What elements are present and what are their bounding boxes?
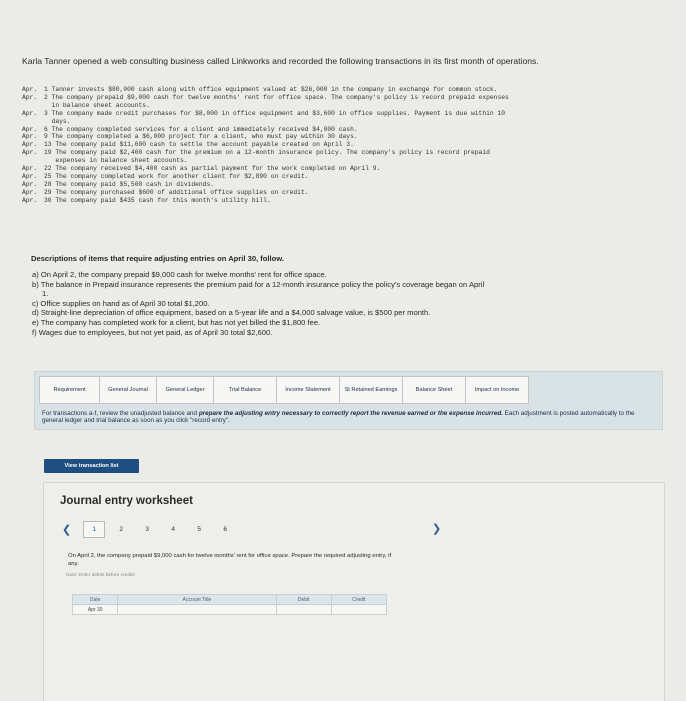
page-button-5[interactable]: 5 (197, 526, 202, 533)
tab-impact-on-income[interactable]: Impact on Income (465, 376, 529, 404)
tab-retained-earnings[interactable]: St Retained Earnings (339, 376, 403, 404)
table-row (73, 605, 387, 615)
worksheet-title: Journal entry worksheet (60, 495, 193, 507)
chevron-right-icon[interactable]: ❯ (432, 523, 442, 535)
note-label: Note: (66, 573, 78, 578)
transaction-date: Apr. (22, 196, 38, 204)
worksheet-prompt: On April 2, the company prepaid $9,000 cash for twelve months' rent for office space. Prepare the required adjusting entry, if any. (68, 553, 392, 567)
tab-income-statement[interactable]: Income Statement (276, 376, 340, 404)
credit-cell[interactable] (331, 605, 386, 615)
transaction-row (22, 165, 662, 173)
tab-balance-sheet[interactable]: Balance Sheet (402, 376, 466, 404)
description-b: b) The balance in Prepaid insurance represents the premium paid for a 12-month insurance policy the policy's coverage began on April (32, 279, 485, 289)
transaction-row (22, 173, 662, 181)
journal-worksheet-panel (43, 482, 665, 701)
transaction-date: Apr. (22, 86, 38, 93)
worksheet-note (66, 573, 135, 578)
requirement-instructions (42, 410, 647, 425)
journal-entry-table (72, 594, 387, 615)
transaction-text: 3 The company made credit purchases for $8,000 in office equipment and $3,600 in office supplies. Payment is due within 10 days. (44, 109, 506, 125)
transaction-text: 19 The company paid $2,400 cash for the premium on a 12-month insurance policy. The company's policy is record prepaid expenses in balance sheet accounts. (44, 149, 490, 165)
account-title-cell[interactable] (118, 605, 276, 615)
transaction-date: Apr. (22, 109, 38, 117)
tab-requirement[interactable]: Requirement (39, 376, 100, 404)
transaction-date: Apr. (22, 172, 38, 180)
transaction-date: Apr. (22, 125, 38, 133)
requirement-emphasis: prepare the adjusting entry necessary to correctly report the revenue earned or the expense incurred. (198, 410, 503, 417)
transaction-text: 2 The company prepaid $9,000 cash for twelve months' rent for office space. The company's policy is record prepaid expenses in balance sheet accounts. (44, 93, 509, 109)
page-button-4[interactable]: 4 (171, 526, 176, 533)
transaction-date: Apr. (22, 93, 38, 101)
transaction-text: 22 The company received $4,400 cash as partial payment for the work completed on April 9. (44, 165, 381, 173)
transaction-row (22, 110, 662, 126)
transaction-text: 28 The company paid $5,500 cash in dividends. (44, 180, 215, 188)
transaction-text: 25 The company completed work for another client for $2,890 on credit. (44, 172, 309, 180)
requirement-text-end: Each adjustment is posted automatically to the general ledger and trial balance as soon as you click "record entry". (42, 410, 635, 425)
transaction-row (22, 94, 662, 110)
requirement-text: For transactions a-f, review the unadjusted balance and (42, 410, 199, 417)
transaction-date: Apr. (22, 180, 38, 188)
transaction-text: 1 Tanner invests $80,000 cash along with office equipment valued at $26,000 in the company in exchange for common stock. (44, 86, 498, 93)
tab-general-journal[interactable]: General Journal (99, 376, 157, 404)
transaction-text: 13 The company paid $11,600 cash to settle the account payable created on April 3. (44, 141, 354, 149)
transaction-row (22, 149, 662, 165)
page-button-3[interactable]: 3 (145, 526, 150, 533)
transaction-text: 9 The company completed a $6,000 project for a client, who must pay within 30 days. (44, 133, 358, 141)
debit-cell[interactable] (276, 605, 331, 615)
description-b-continued: 1. (42, 289, 49, 299)
intro-text: Karla Tanner opened a web consulting business called Linkworks and recorded the following transactions in its first month of operations. (22, 56, 539, 66)
description-d: d) Straight-line depreciation of office equipment, based on a 5-year life and a $4,000 salvage value, is $500 per month. (32, 308, 431, 318)
column-header-debit: Debit (276, 595, 331, 605)
description-c: c) Office supplies on hand as of April 30 total $1,200. (32, 298, 210, 308)
table-header-row (73, 595, 387, 605)
adjustment-descriptions (32, 270, 672, 337)
worksheet-pagination (62, 521, 241, 538)
transaction-date: Apr. (22, 141, 38, 149)
transaction-text: 29 The company purchased $600 of additional office supplies on credit. (44, 188, 309, 196)
view-transaction-list-button[interactable]: View transaction list (44, 459, 139, 473)
page-button-2[interactable]: 2 (119, 526, 124, 533)
requirement-tabs (39, 376, 528, 404)
description-e: e) The company has completed work for a client, but has not yet billed the $1,800 fee. (32, 317, 321, 327)
chevron-left-icon[interactable]: ❮ (62, 524, 72, 536)
description-f: f) Wages due to employees, but not yet paid, as of April 30 total $2,600. (32, 327, 273, 337)
note-text: Enter debits before credits (77, 573, 135, 578)
entry-date-cell: Apr 30 (73, 605, 118, 615)
descriptions-heading: Descriptions of items that require adjusting entries on April 30, follow. (31, 254, 285, 263)
transaction-row (22, 133, 662, 141)
transaction-date: Apr. (22, 149, 38, 157)
transaction-row (22, 181, 662, 189)
page-button-1[interactable]: 1 (83, 521, 105, 538)
transaction-row (22, 197, 662, 205)
column-header-account-title: Account Title (118, 595, 276, 605)
transaction-date: Apr. (22, 165, 38, 173)
transaction-list (22, 86, 662, 205)
transaction-row (22, 86, 662, 94)
description-a: a) On April 2, the company prepaid $9,000 cash for twelve months' rent for office space. (32, 270, 327, 279)
transaction-text: 6 The company completed services for a client and immediately received $4,000 cash. (44, 125, 358, 133)
column-header-date: Date (73, 595, 118, 605)
page-button-6[interactable]: 6 (223, 526, 228, 533)
transaction-row (22, 189, 662, 197)
transaction-text: 30 The company paid $435 cash for this month's utility bill. (44, 196, 271, 204)
tab-general-ledger[interactable]: General Ledger (156, 376, 214, 404)
transaction-date: Apr. (22, 133, 38, 141)
transaction-row (22, 126, 662, 134)
transaction-date: Apr. (22, 188, 38, 196)
column-header-credit: Credit (331, 595, 386, 605)
transaction-row (22, 141, 662, 149)
tab-trial-balance[interactable]: Trial Balance (213, 376, 277, 404)
